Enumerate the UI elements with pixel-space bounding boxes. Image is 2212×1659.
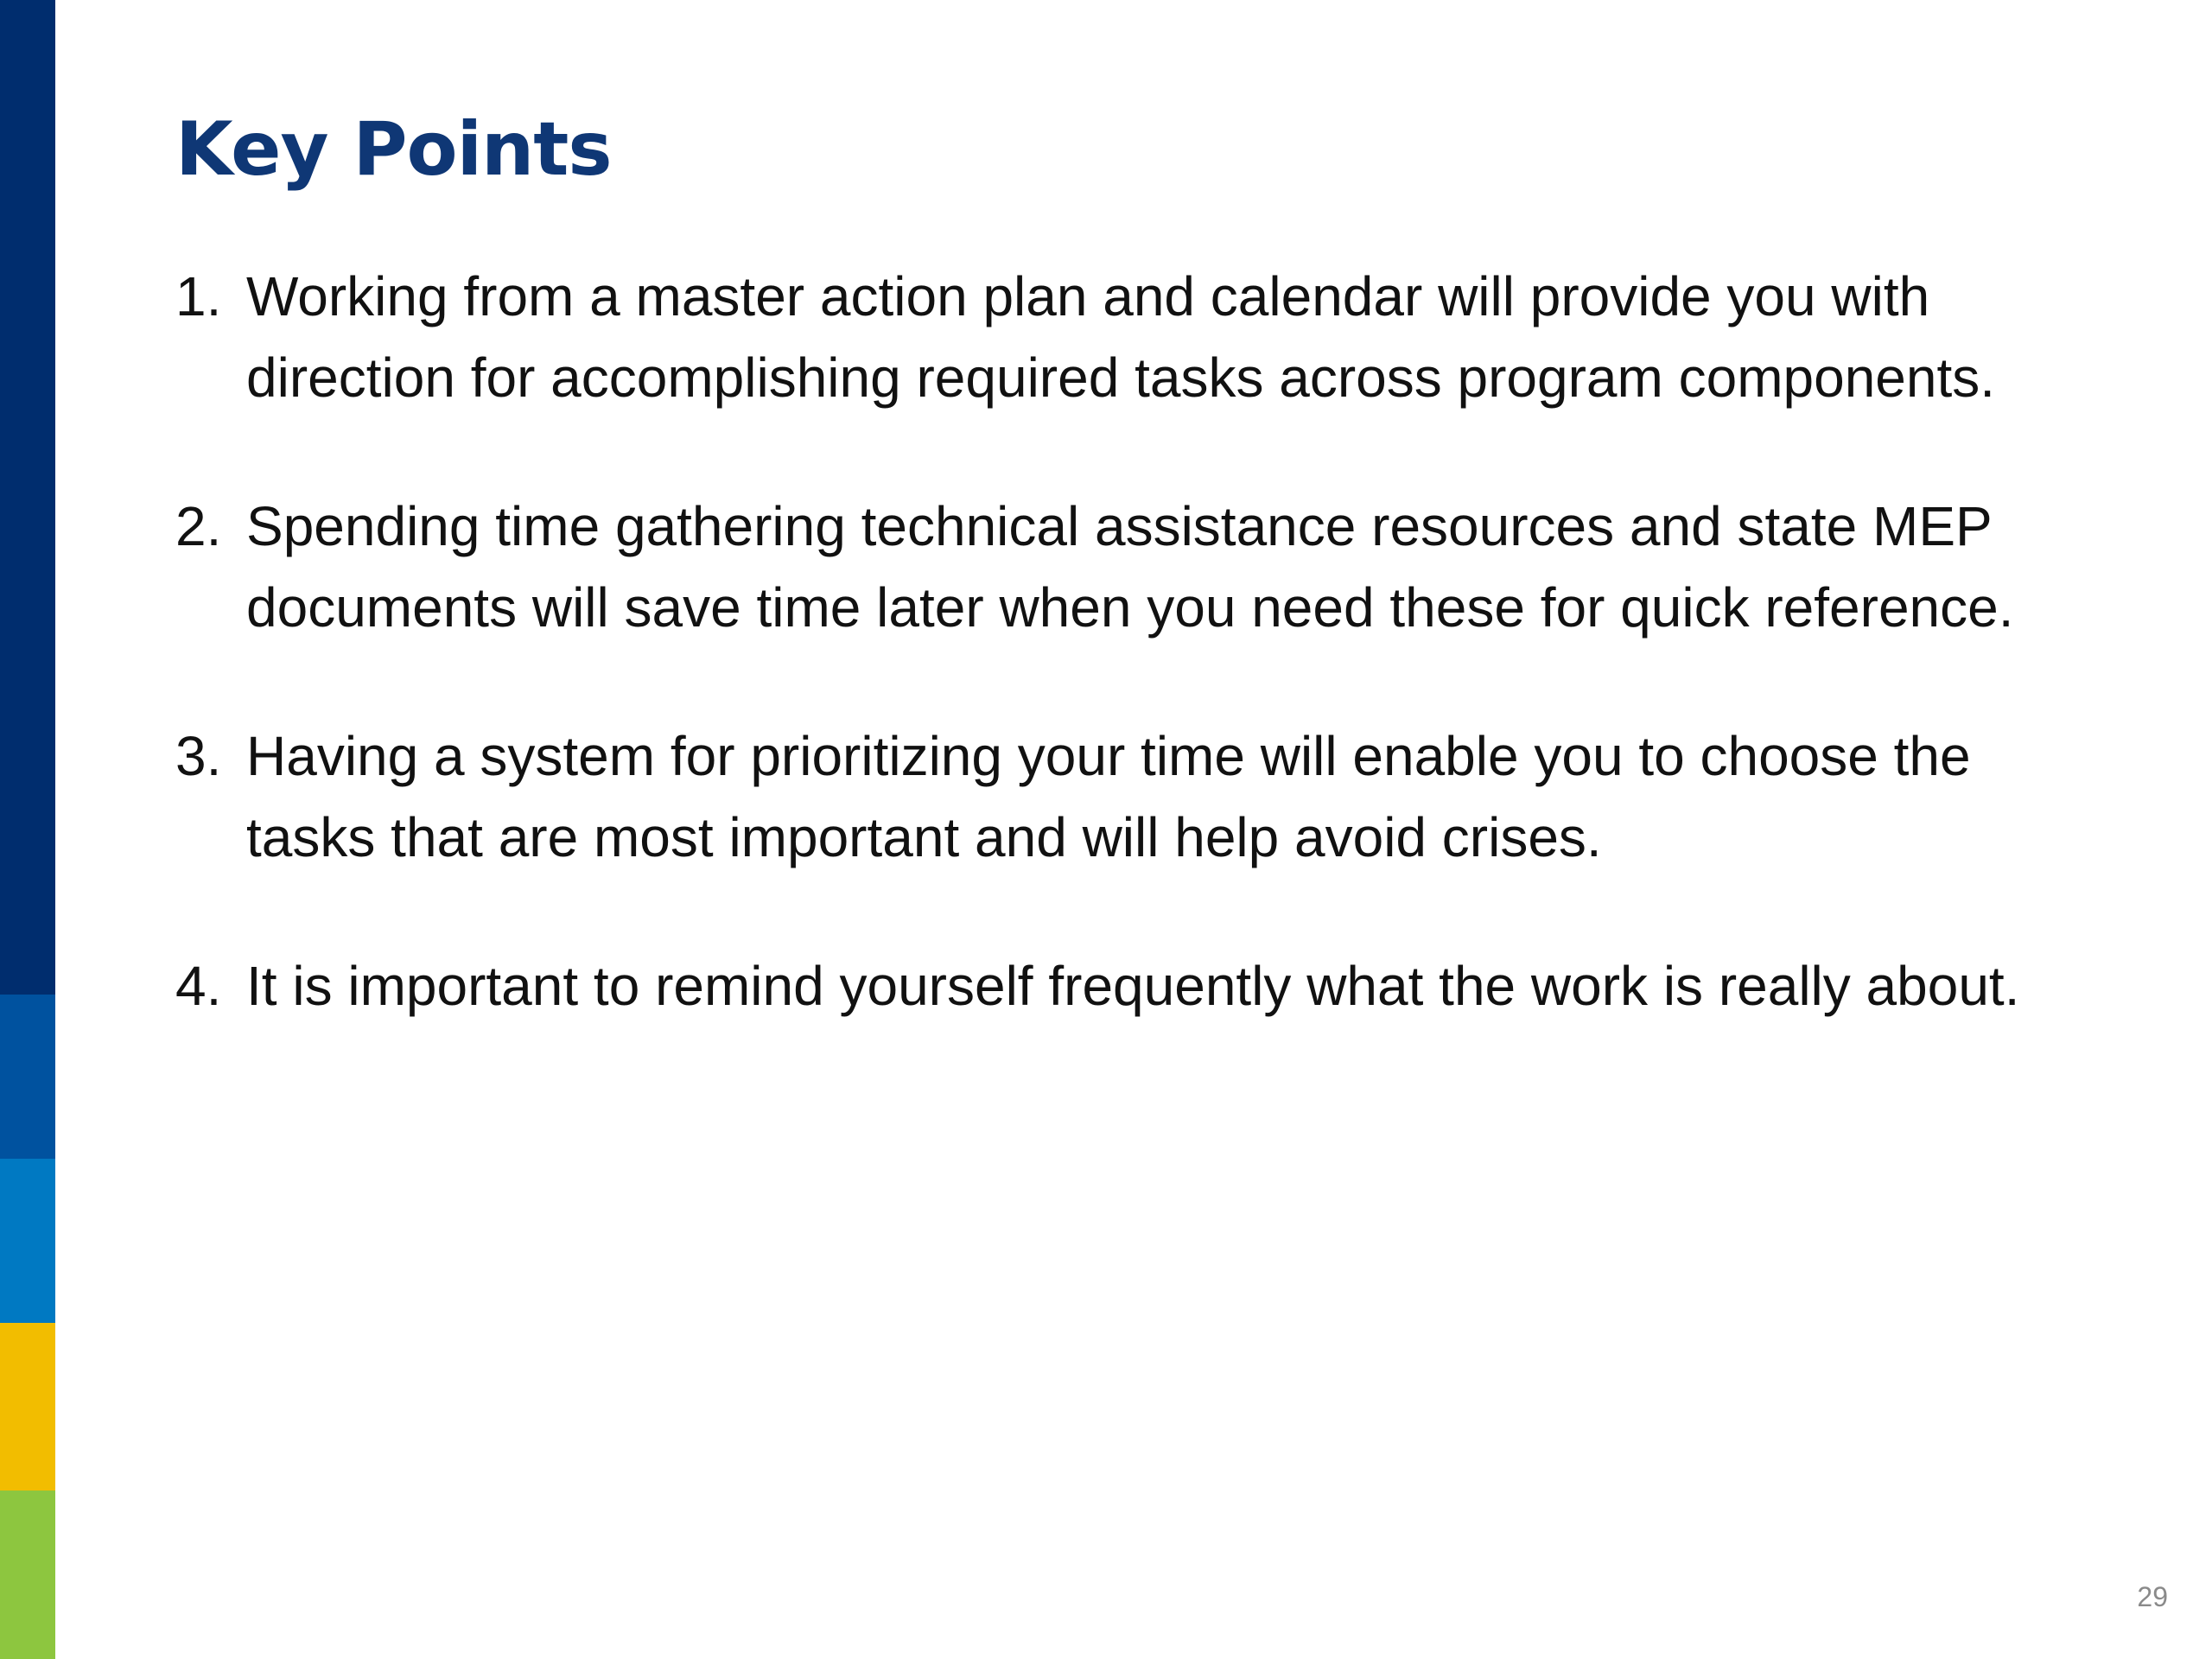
page-number: 29 (2137, 1581, 2168, 1612)
key-point-1 (175, 256, 2059, 418)
key-point-text: Spending time gathering technical assistance resources and state MEP documents will save time later when you need these for quick reference. (246, 495, 2014, 639)
key-point-number: 1. (175, 265, 222, 327)
key-point-text: Having a system for prioritizing your time will enable you to choose the tasks that are most important and will help avoid crises. (246, 725, 1971, 868)
slide-title: Key Points (175, 106, 612, 193)
accent-segment-light-blue (0, 1159, 55, 1323)
key-point-number: 4. (175, 955, 222, 1017)
key-points-list (175, 256, 2059, 1027)
key-point-text: Working from a master action plan and calendar will provide you with direction for accomplishing required tasks across program components. (246, 265, 1996, 409)
accent-bar (0, 0, 55, 1659)
accent-segment-yellow (0, 1323, 55, 1491)
accent-segment-green (0, 1491, 55, 1659)
key-point-2 (175, 486, 2059, 648)
key-point-number: 3. (175, 725, 222, 787)
key-point-4 (175, 945, 2059, 1027)
key-point-text: It is important to remind yourself frequently what the work is really about. (246, 955, 2020, 1017)
key-point-3 (175, 715, 2059, 878)
accent-segment-navy (0, 0, 55, 995)
key-point-number: 2. (175, 495, 222, 557)
accent-segment-blue (0, 995, 55, 1159)
